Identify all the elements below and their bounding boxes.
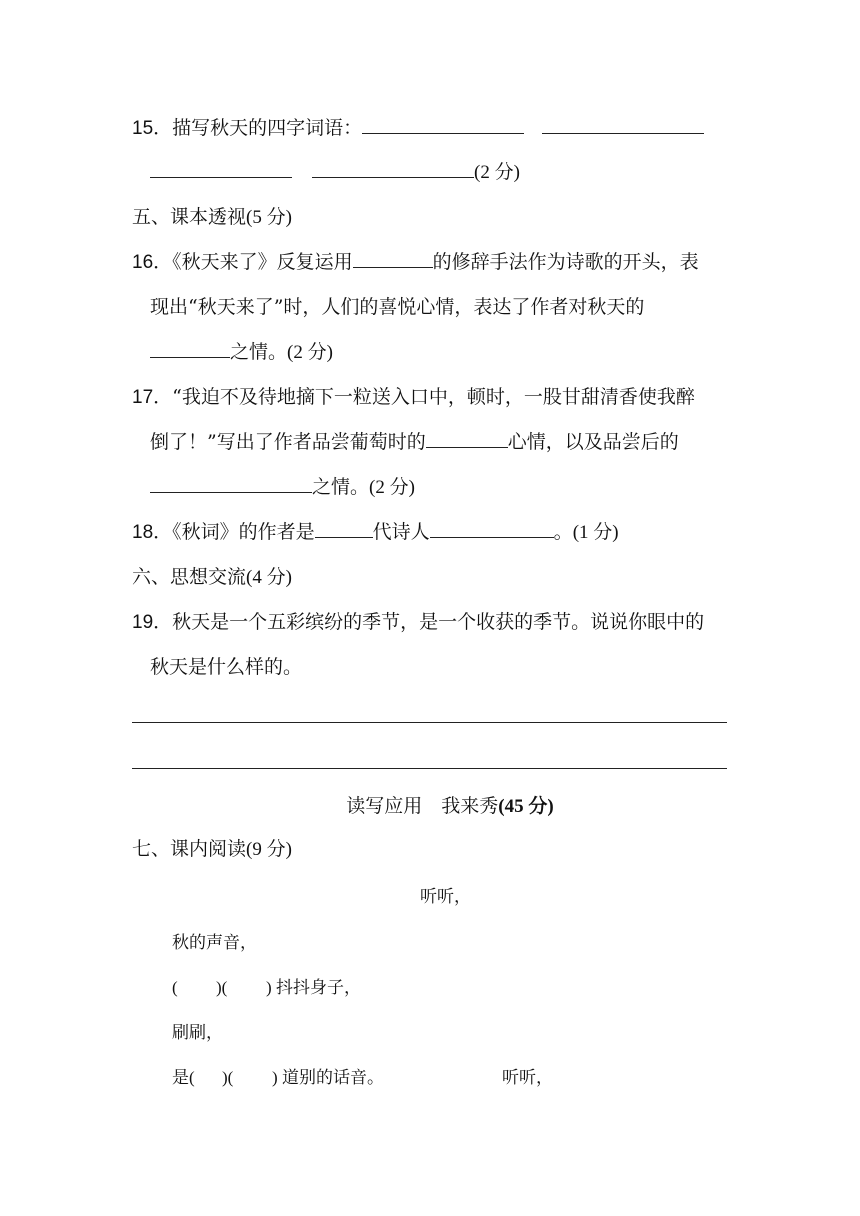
- question-17-line3: [150, 473, 415, 502]
- question-text: 之情。: [230, 341, 288, 363]
- poem-text: 抖抖身子，: [276, 978, 361, 998]
- question-16: [132, 248, 699, 277]
- question-number: 19．: [132, 612, 173, 633]
- answer-blank[interactable]: [426, 429, 508, 448]
- points: (2 分): [369, 477, 415, 498]
- answer-line[interactable]: [132, 768, 727, 769]
- question-16-line3: [150, 338, 333, 367]
- points: (2 分): [474, 162, 520, 183]
- answer-blank[interactable]: [353, 249, 433, 268]
- question-16-line2: [150, 293, 644, 321]
- question-15: [132, 114, 704, 143]
- question-18: [132, 518, 619, 547]
- poem-text: 道别的话音。: [282, 1068, 384, 1088]
- points: (2 分): [287, 342, 333, 363]
- question-text: “我迫不及待地摘下一粒送入口中，顿时，一股甘甜清香使我醉: [172, 386, 695, 408]
- answer-blank[interactable]: [312, 159, 474, 178]
- question-15-cont: [150, 158, 520, 187]
- paren: (: [172, 978, 178, 997]
- poem-line-2: 秋的声音，: [172, 933, 257, 953]
- question-text: 代诗人: [372, 521, 430, 543]
- question-text: 秋天是什么样的。: [150, 656, 303, 678]
- paren: ): [266, 978, 272, 997]
- paren: ): [272, 1068, 278, 1087]
- question-text: 。: [553, 521, 573, 543]
- answer-blank[interactable]: [542, 115, 704, 134]
- poem-line-1: 听听，: [420, 887, 471, 907]
- section-6-heading: [132, 563, 292, 592]
- part-title: [0, 792, 860, 821]
- paren: )(: [216, 978, 228, 997]
- question-text: 之情。: [312, 476, 370, 498]
- answer-line[interactable]: [132, 722, 727, 723]
- points: (45 分): [498, 796, 554, 817]
- points: (5 分): [246, 207, 292, 228]
- points: (4 分): [246, 567, 292, 588]
- paren: 是(: [172, 1068, 195, 1087]
- question-text: 《秋天来了》反复运用: [172, 251, 353, 273]
- question-text: 现出“秋天来了”时，人们的喜悦心情，表达了作者对秋天的: [150, 296, 645, 318]
- question-number: 17．: [132, 387, 173, 408]
- points: (9 分): [246, 839, 292, 860]
- section-5-heading: [132, 203, 292, 232]
- question-text: 倒了！”写出了作者品尝葡萄时的: [150, 431, 426, 453]
- question-19-line2: [150, 653, 302, 681]
- answer-blank[interactable]: [430, 519, 554, 538]
- question-number: 16．: [132, 252, 173, 273]
- question-19: [132, 608, 704, 637]
- question-number: 15．: [132, 118, 173, 139]
- section-title: 七、课内阅读: [132, 838, 247, 860]
- question-text: 的修辞手法作为诗歌的开头，表: [432, 251, 699, 273]
- answer-blank[interactable]: [150, 339, 230, 358]
- answer-blank[interactable]: [150, 159, 292, 178]
- section-7-heading: [132, 835, 292, 864]
- question-text: 心情，以及品尝后的: [507, 431, 679, 453]
- poem-line-5-right: 听听，: [502, 1068, 553, 1088]
- question-text: 描写秋天的四字词语：: [172, 117, 363, 139]
- question-text: 《秋词》的作者是: [172, 521, 315, 543]
- poem-line-5: [172, 1063, 384, 1088]
- question-17-line2: [150, 428, 679, 456]
- answer-blank[interactable]: [315, 519, 373, 538]
- answer-blank[interactable]: [150, 474, 312, 493]
- question-number: 18．: [132, 522, 173, 543]
- question-text: 秋天是一个五彩缤纷的季节，是一个收获的季节。说说你眼中的: [172, 611, 705, 633]
- section-title: 五、课本透视: [132, 206, 247, 228]
- poem-line-4: 刷刷，: [172, 1023, 223, 1043]
- part-title-text: 读写应用 我来秀: [346, 795, 499, 817]
- poem-line-3: [172, 973, 361, 998]
- question-17: [132, 383, 695, 412]
- answer-blank[interactable]: [362, 115, 524, 134]
- points: (1 分): [572, 522, 619, 543]
- paren: )(: [222, 1068, 234, 1087]
- section-title: 六、思想交流: [132, 566, 247, 588]
